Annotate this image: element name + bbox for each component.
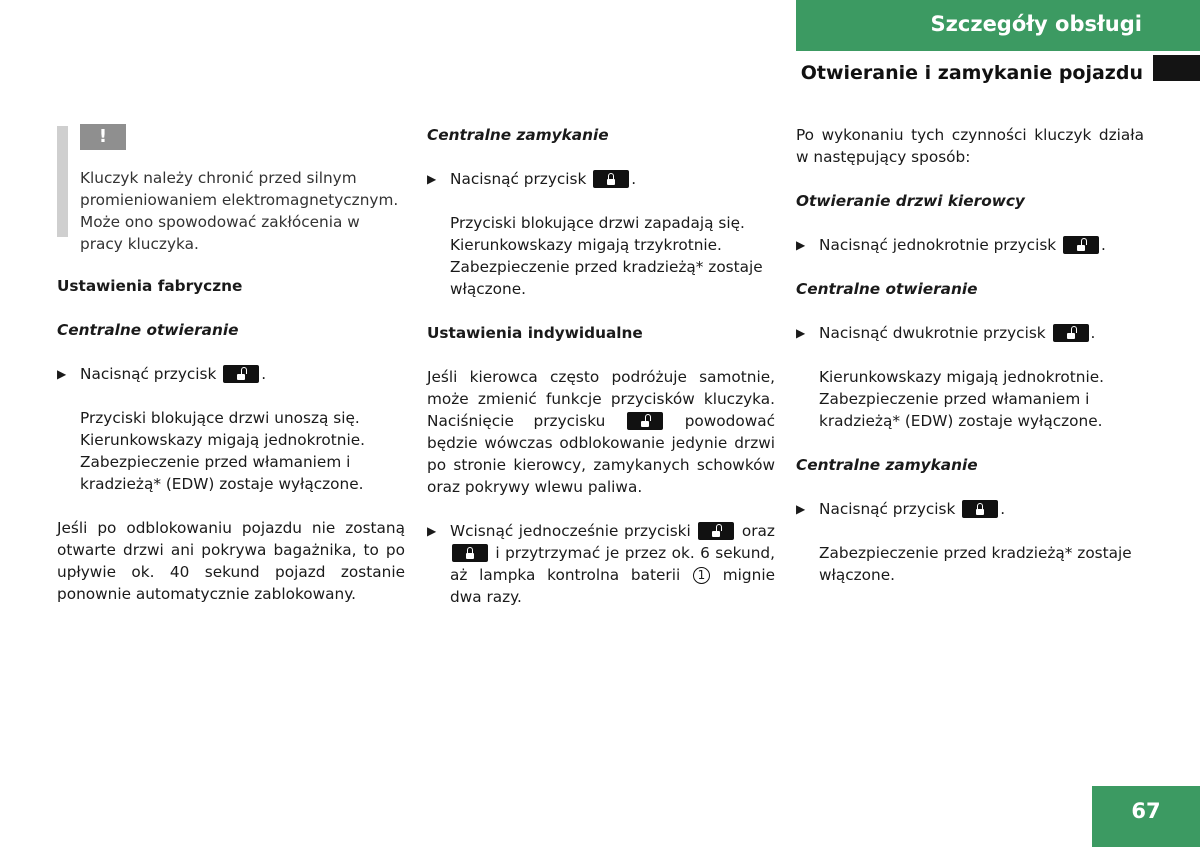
- triangle-bullet-icon: ▶: [427, 172, 437, 186]
- step-item: ▶ Nacisnąć przycisk .: [796, 500, 1006, 518]
- heading-central-locking: Centralne zamykanie: [427, 126, 609, 144]
- unlock-key-icon: [698, 522, 734, 540]
- step-text: Nacisnąć przycisk: [819, 500, 956, 518]
- unlock-key-icon: [1063, 236, 1099, 254]
- note-bar: [57, 126, 68, 237]
- step-text: Nacisnąć przycisk: [80, 365, 217, 383]
- step-item: ▶ Nacisnąć jednokrotnie przycisk .: [796, 236, 1106, 254]
- heading-central-opening: Centralne otwieranie: [796, 280, 978, 298]
- step-result: Zabezpieczenie przed kradzieżą* zostaje włączone.: [819, 544, 1132, 584]
- heading-central-locking: Centralne zamykanie: [796, 456, 978, 474]
- heading-central-opening: Centralne otwieranie: [57, 321, 239, 339]
- unlock-key-icon: [223, 365, 259, 383]
- column-2: [427, 124, 775, 630]
- lock-key-icon: [593, 170, 629, 188]
- column-3: [796, 124, 1144, 608]
- triangle-bullet-icon: ▶: [796, 502, 806, 516]
- step-text: Nacisnąć przycisk: [450, 170, 587, 188]
- subsection-title: Otwieranie i zamykanie pojazdu: [800, 62, 1143, 84]
- warning-note: [57, 124, 405, 255]
- note-text: Kluczyk należy chronić przed silnym promieniowaniem elektromagnetycznym. Może ono spowodować zakłócenia w pracy kluczyka.: [80, 169, 399, 253]
- step-result: Przyciski blokujące drzwi zapadają się. Kierunkowskazy migają trzykrotnie. Zabezpieczenie przed kradzieżą* zostaje włączone.: [450, 214, 763, 298]
- step-text: Wcisnąć jednocześnie przyciski: [450, 522, 691, 540]
- intro-paragraph: Po wykonaniu tych czynności kluczyk działa w następujący sposób:: [796, 126, 1144, 166]
- section-tab: [796, 0, 1200, 51]
- lock-key-icon: [452, 544, 488, 562]
- heading-driver-door: Otwieranie drzwi kierowcy: [796, 192, 1025, 210]
- step-text: mignie dwa razy.: [450, 566, 775, 606]
- triangle-bullet-icon: ▶: [796, 326, 806, 340]
- battery-lamp-callout: 1: [693, 567, 710, 584]
- warning-icon: !: [80, 124, 126, 150]
- column-1: [57, 124, 405, 627]
- section-title: Szczegóły obsługi: [930, 12, 1142, 36]
- triangle-bullet-icon: ▶: [57, 367, 67, 381]
- step-text: Nacisnąć dwukrotnie przycisk: [819, 324, 1046, 342]
- unlock-key-icon: [627, 412, 663, 430]
- lock-key-icon: [962, 500, 998, 518]
- step-item: ▶ Nacisnąć przycisk .: [427, 170, 637, 188]
- relock-paragraph: Jeśli po odblokowaniu pojazdu nie zostaną otwarte drzwi ani pokrywa bagażnika, to po upływie ok. 40 sekund pojazd zostanie ponownie automatycznie zablokowany.: [57, 519, 405, 603]
- step-text: oraz: [741, 522, 775, 540]
- triangle-bullet-icon: ▶: [427, 524, 437, 538]
- heading-factory-settings: Ustawienia fabryczne: [57, 277, 243, 295]
- page-number-box: [1092, 786, 1200, 847]
- step-item: ▶ Nacisnąć przycisk .: [57, 365, 267, 383]
- page-number: 67: [1131, 799, 1161, 823]
- triangle-bullet-icon: ▶: [796, 238, 806, 252]
- step-item: [427, 520, 775, 608]
- individual-paragraph: [427, 366, 775, 498]
- section-marker: [1153, 55, 1200, 81]
- step-result: Przyciski blokujące drzwi unoszą się. Kierunkowskazy migają jednokrotnie. Zabezpieczenie przed włamaniem i kradzieżą* (EDW) zostaje wyłączone.: [80, 409, 365, 493]
- step-result: Kierunkowskazy migają jednokrotnie. Zabezpieczenie przed włamaniem i kradzieżą* (EDW) zostaje wyłączone.: [819, 368, 1104, 430]
- step-text: Nacisnąć jednokrotnie przycisk: [819, 236, 1057, 254]
- step-text: i przytrzymać je przez ok. 6 sekund, aż lampka kontrolna baterii: [450, 544, 775, 584]
- paragraph-text: powodować będzie wówczas odblokowanie jedynie drzwi po stronie kierowcy, zamykanych schowków oraz pokrywy wlewu paliwa.: [427, 412, 775, 496]
- heading-individual-settings: Ustawienia indywidualne: [427, 324, 643, 342]
- paragraph-text: Jeśli kierowca często podróżuje samotnie, może zmienić funkcje przycisków kluczyka. Naciśnięcie przycisku: [427, 368, 775, 430]
- unlock-key-icon: [1053, 324, 1089, 342]
- step-item: ▶ Nacisnąć dwukrotnie przycisk .: [796, 324, 1096, 342]
